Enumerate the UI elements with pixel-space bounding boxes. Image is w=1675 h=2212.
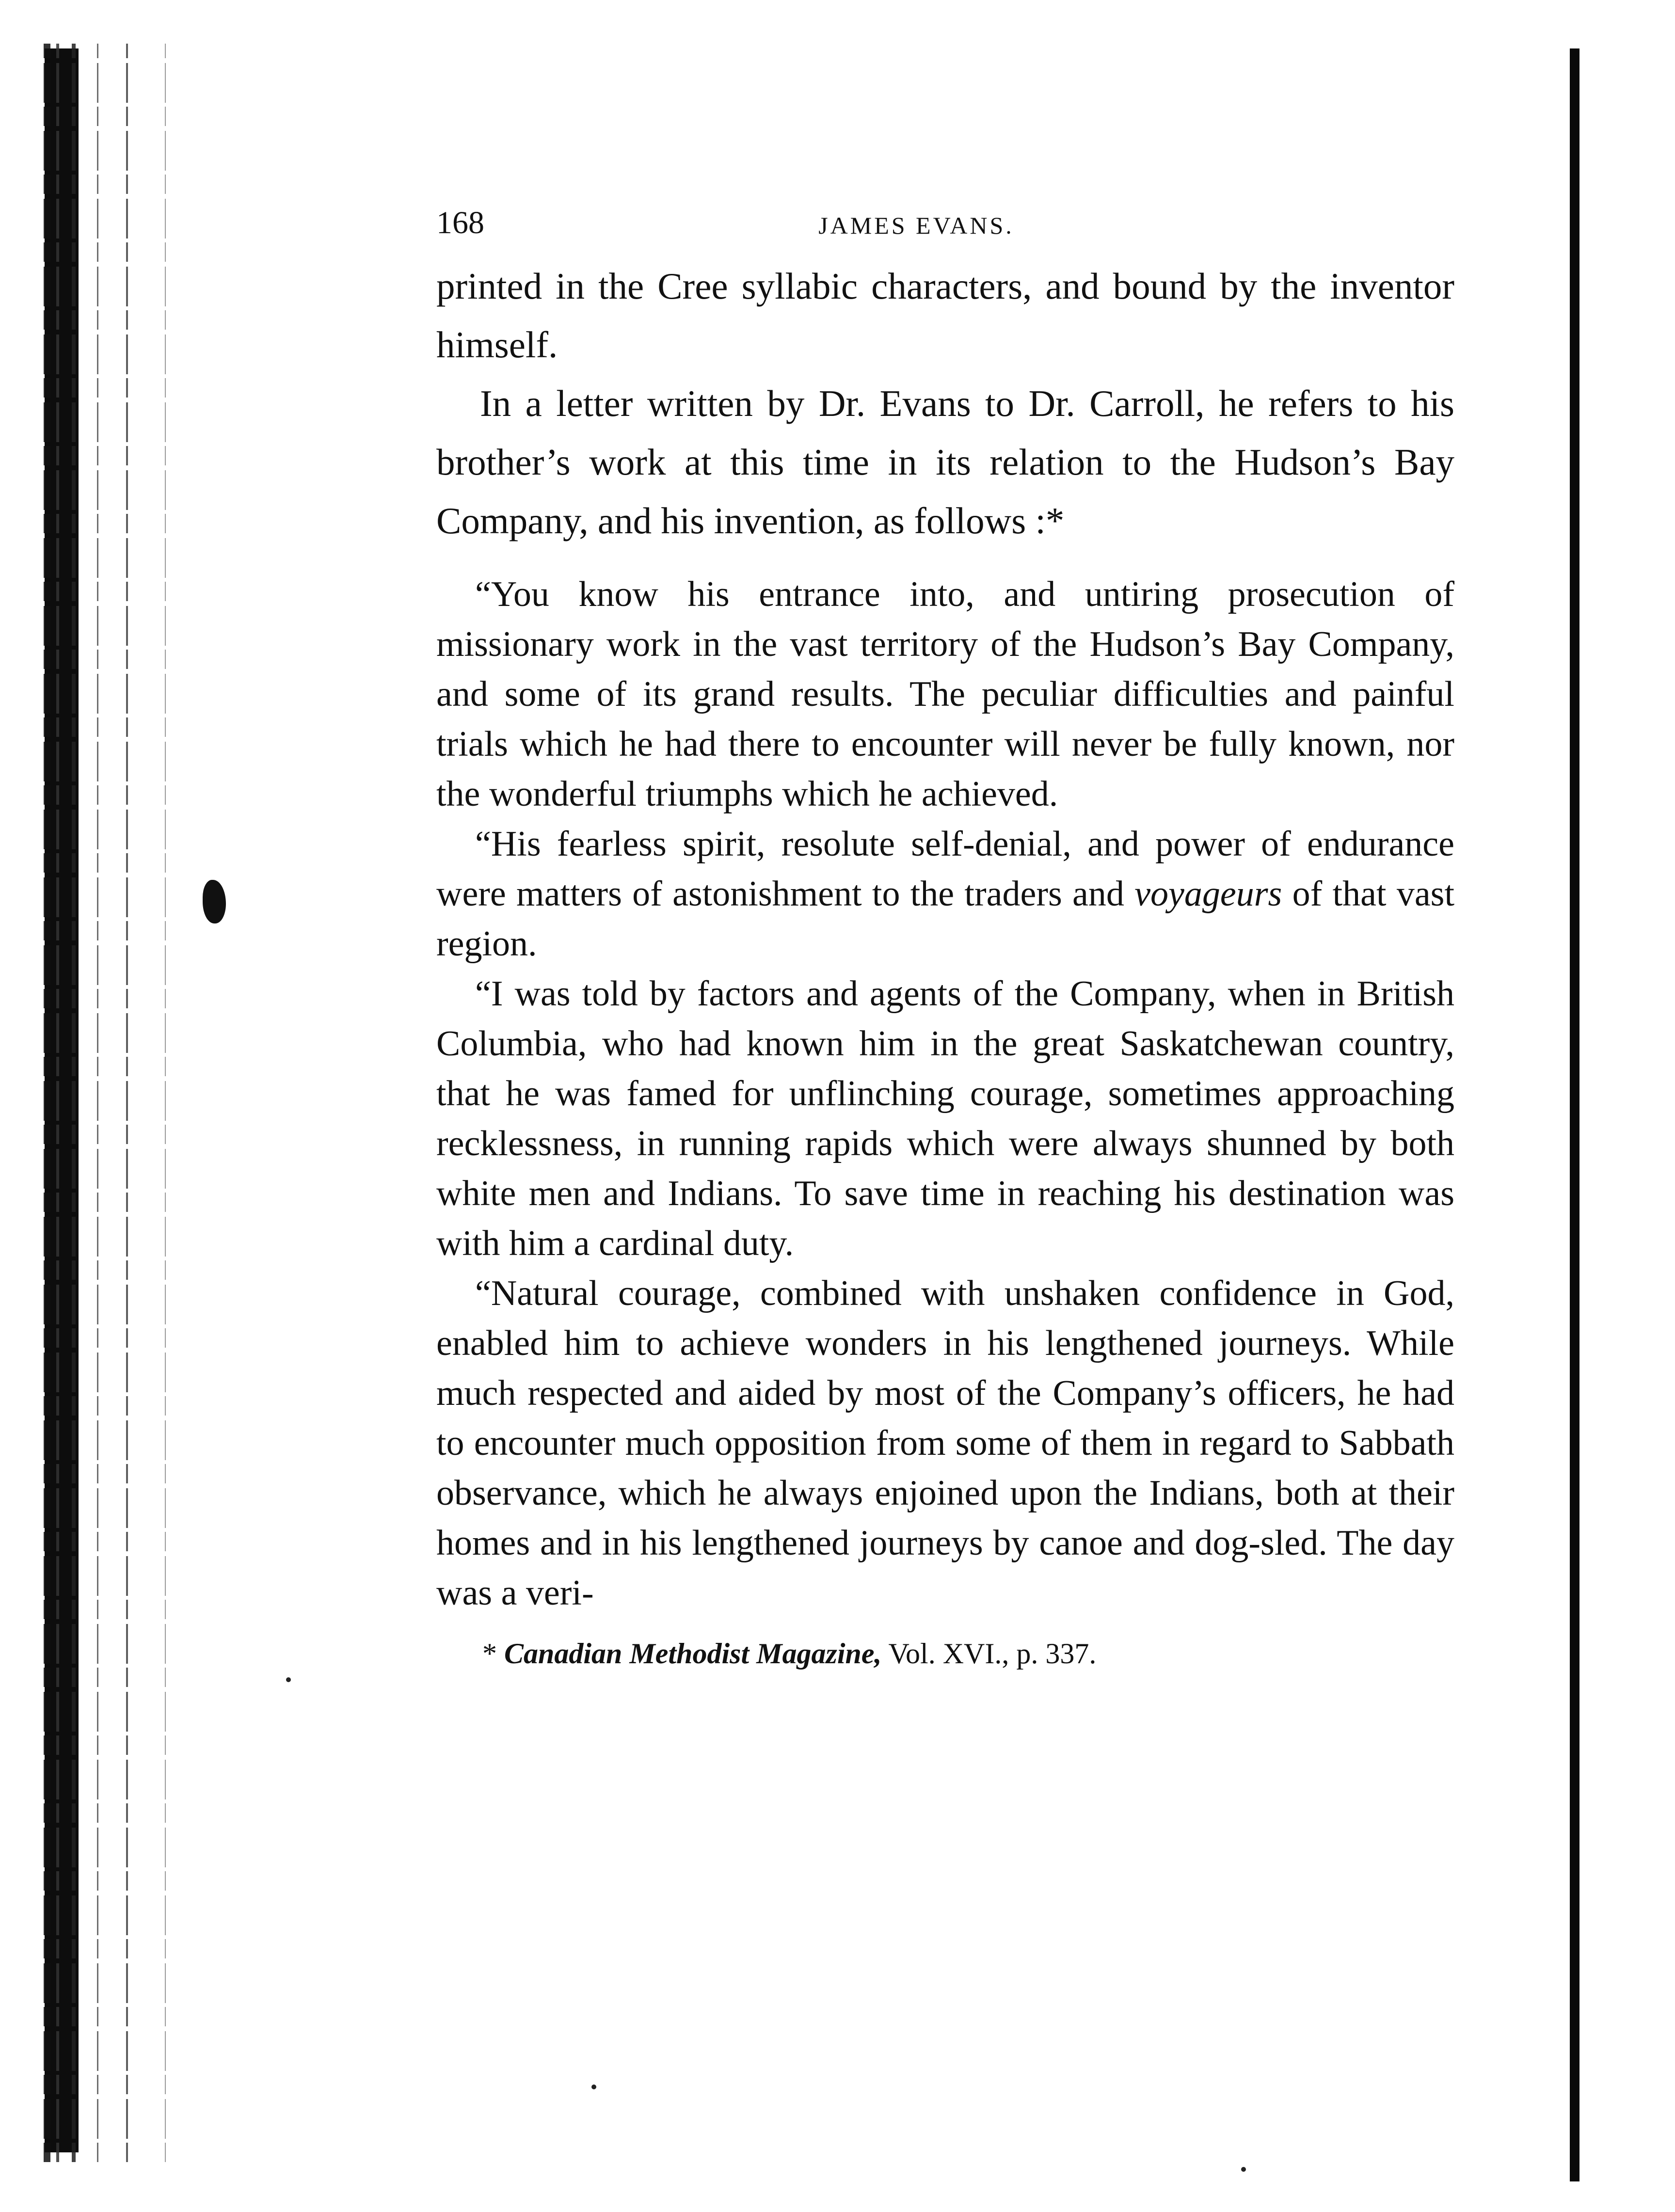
quoted-letter xyxy=(436,570,1454,1618)
quote-paragraph xyxy=(436,819,1454,969)
body-text xyxy=(436,257,1454,550)
speck xyxy=(286,1677,291,1682)
running-title: JAMES EVANS. xyxy=(818,212,1014,239)
page-number: 168 xyxy=(436,205,484,240)
footnote-marker: * xyxy=(482,1638,497,1670)
quote-paragraph: “Natural courage, combined with unshaken confidence in God, enabled him to achieve wonders in his lengthened journeys. While much respected and aided by most of the Company’s officers, he had to encounter much opposition from some of them in regard to Sabbath observance, which he always enjoined upon the Indians, both at their homes and in his lengthened journeys by canoe and dog-sled. The day was a veri- xyxy=(436,1273,1454,1613)
speck xyxy=(591,2085,596,2089)
book-page xyxy=(436,204,1454,1675)
running-head xyxy=(436,204,1454,257)
italic-word: voyageurs xyxy=(1134,874,1282,914)
paragraph: In a letter written by Dr. Evans to Dr. Carroll, he refers to his brother’s work at this time in its relation to the Hudson’s Bay Company, and his invention, as follows :* xyxy=(436,382,1454,541)
footnote-citation: Vol. XVI., p. 337. xyxy=(888,1638,1097,1670)
quote-paragraph: “You know his entrance into, and untiring prosecution of missionary work in the vast territory of the Hudson’s Bay Company, and some of its grand results. The peculiar difficulties and painful trials which he had there to encounter will never be fully known, nor the wonderful triumphs which he achieved. xyxy=(436,574,1454,814)
paragraph: printed in the Cree syllabic characters, and bound by the inventor himself. xyxy=(436,265,1454,366)
scan-gutter-noise xyxy=(44,44,218,2162)
ink-blot xyxy=(203,880,226,923)
speck xyxy=(1241,2167,1246,2172)
quote-text: “His fearless spirit, resolute self-denial, and power of endurance were matters of astonishment to the traders and xyxy=(436,824,1454,914)
scan-right-edge xyxy=(1570,48,1579,2181)
quote-paragraph: “I was told by factors and agents of the Company, when in British Columbia, who had known him in the great Saskatchewan country, that he was famed for unflinching courage, sometimes approaching recklessness, in running rapids which were always shunned by both white men and Indians. To save time in reaching his destination was with him a cardinal duty. xyxy=(436,974,1454,1263)
footnote-source: Canadian Methodist Magazine, xyxy=(504,1638,882,1670)
footnote xyxy=(436,1632,1454,1675)
quote-text: of that vast region. xyxy=(436,874,1455,964)
